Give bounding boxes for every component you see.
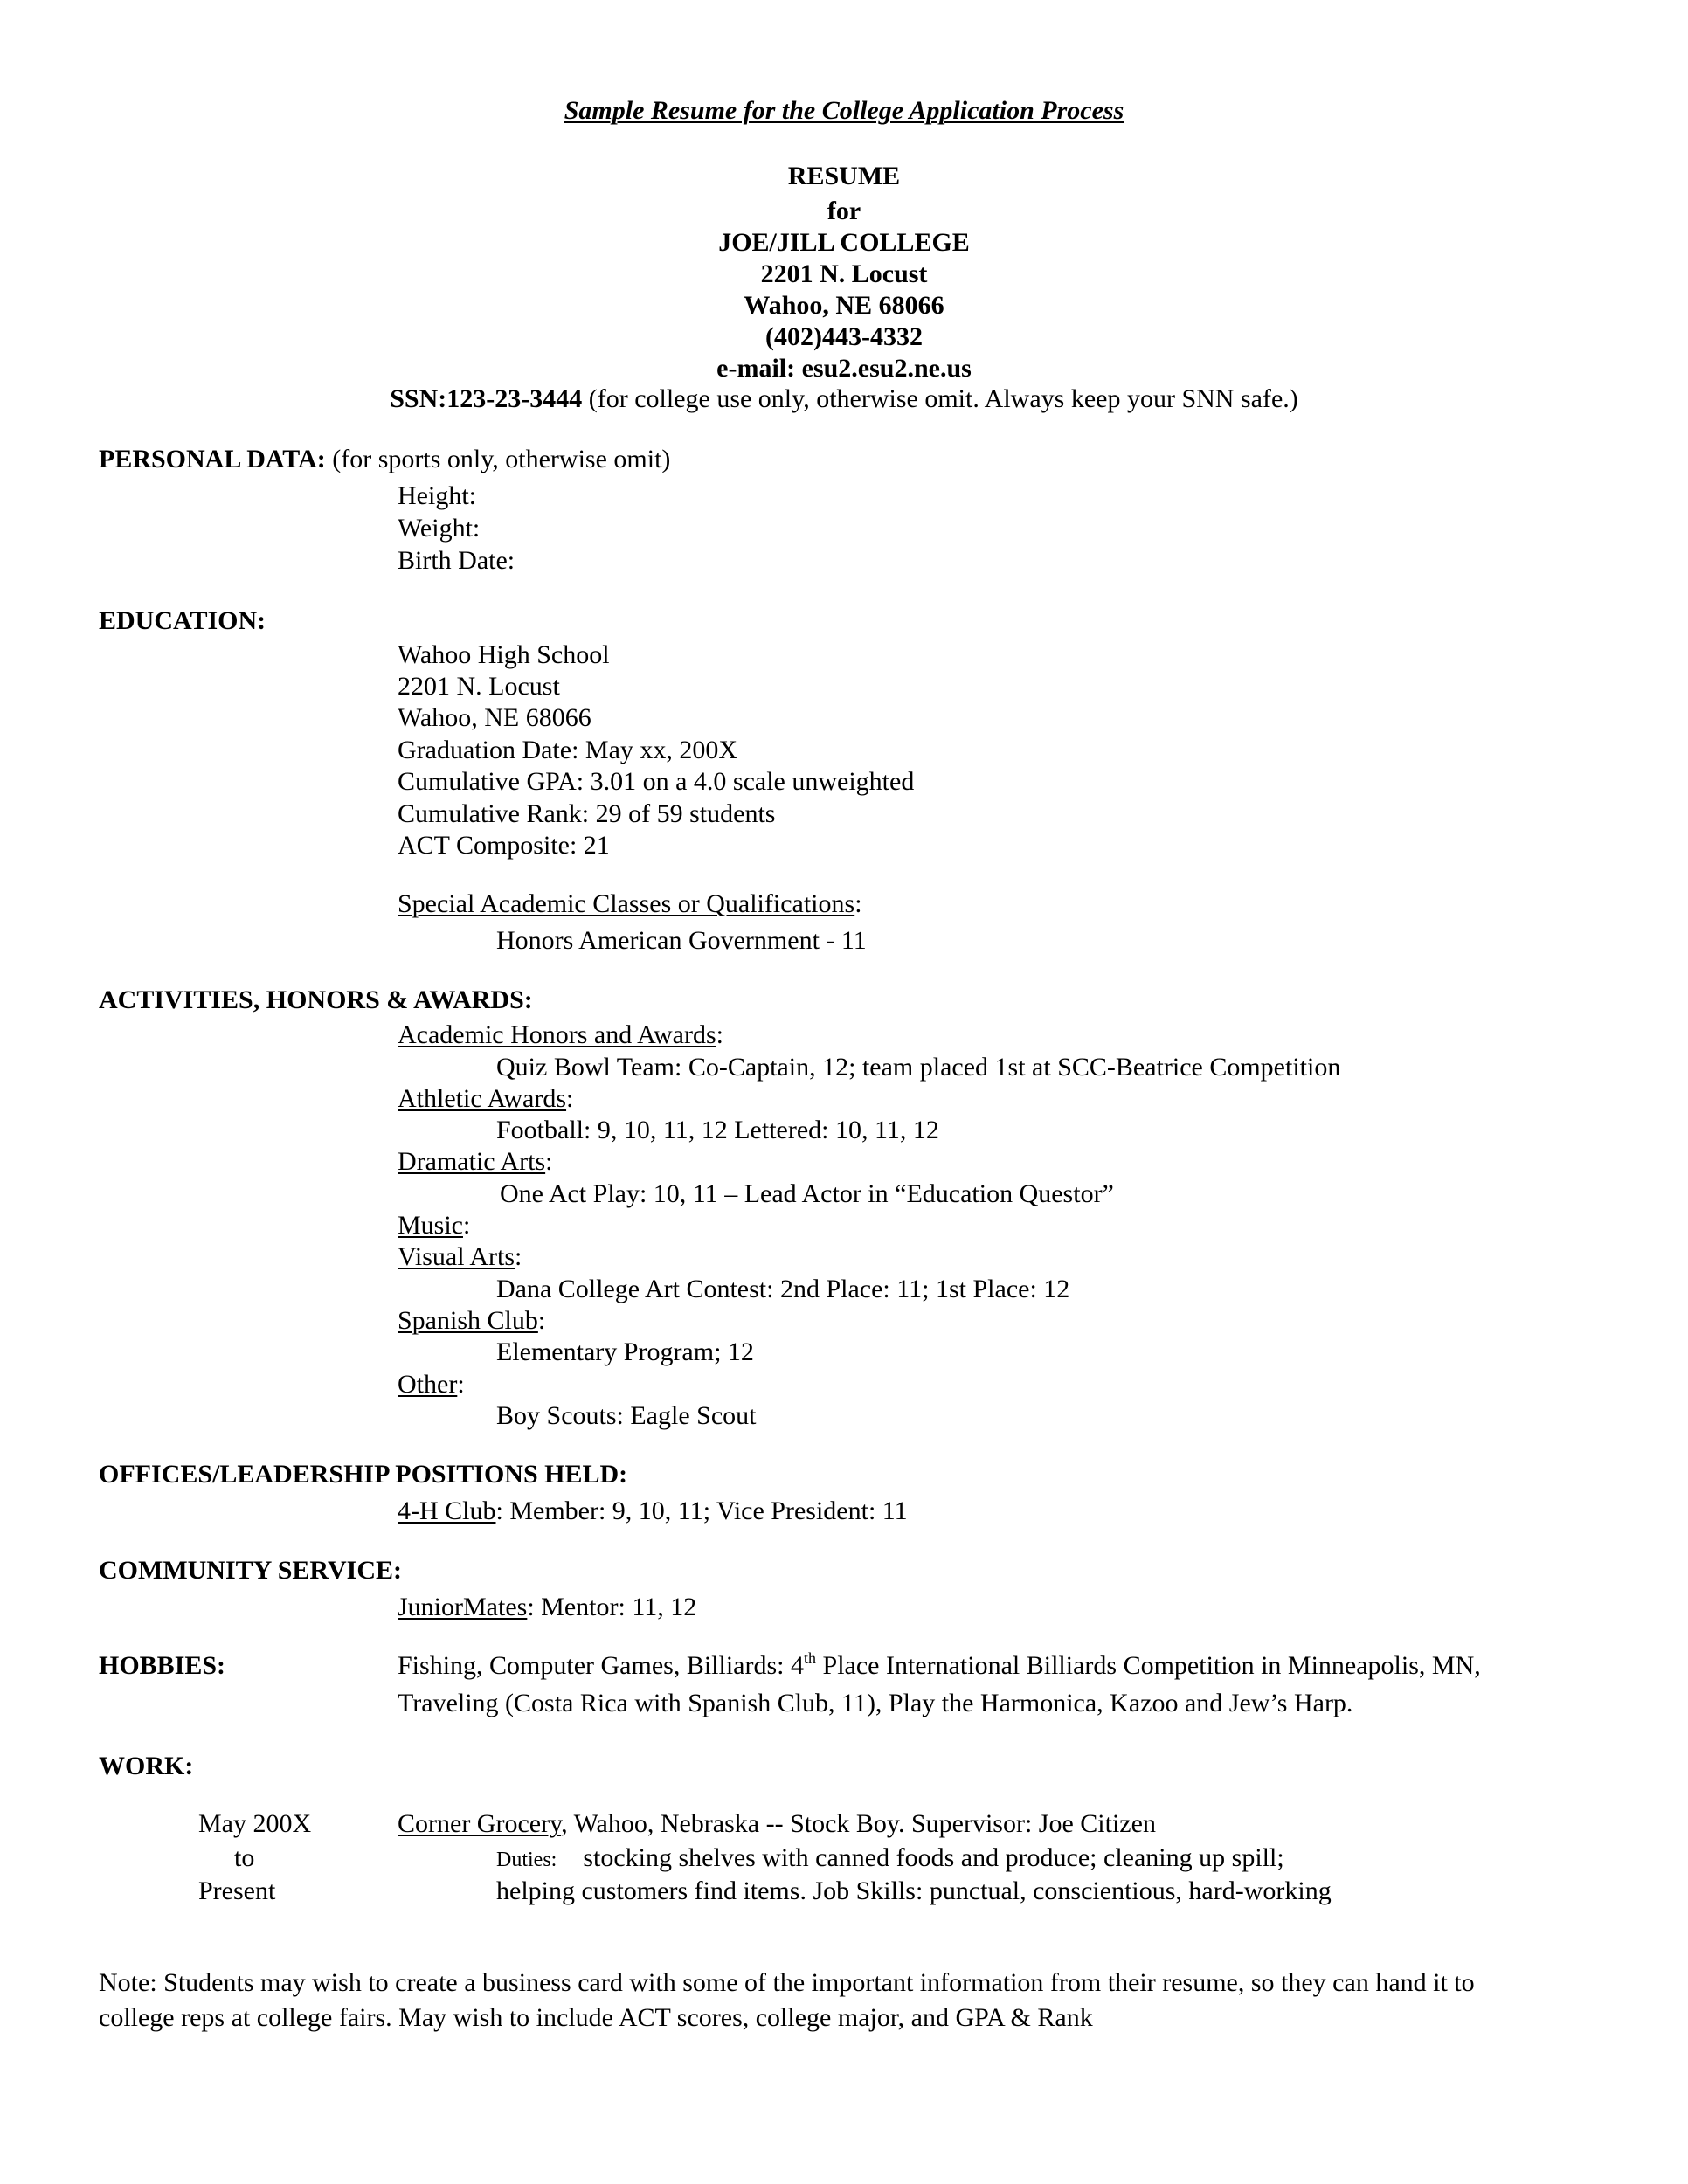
document-title-text: Sample Resume for the College Application Process (564, 96, 1124, 125)
group-label-text: Academic Honors and Awards (398, 1020, 716, 1049)
duties-label: Duties: (496, 1849, 557, 1871)
applicant-email: e-mail: esu2.esu2.ne.us (716, 354, 972, 383)
education-heading: EDUCATION: (99, 606, 266, 635)
applicant-phone: (402)443-4332 (765, 322, 923, 351)
activity-item: Elementary Program; 12 (496, 1337, 754, 1366)
group-label-text: Spanish Club (398, 1306, 538, 1335)
applicant-city: Wahoo, NE 68066 (744, 291, 944, 320)
group-label-text: Visual Arts (398, 1242, 515, 1271)
resume-heading: RESUME (787, 162, 901, 190)
cumulative-gpa: Cumulative GPA: 3.01 on a 4.0 scale unweighted (398, 767, 915, 796)
graduation-date: Graduation Date: May xx, 200X (398, 736, 738, 764)
activity-item: Football: 9, 10, 11, 12 Lettered: 10, 11, 12 (496, 1116, 939, 1144)
applicant-name: JOE/JILL COLLEGE (718, 228, 970, 257)
office-detail: : Member: 9, 10, 11; Vice President: 11 (495, 1496, 908, 1525)
group-label-text: Music (398, 1211, 463, 1240)
employer-name: Corner Grocery (398, 1809, 562, 1838)
activity-item: Quiz Bowl Team: Co-Captain, 12; team placed 1st at SCC-Beatrice Competition (496, 1053, 1341, 1082)
field-birth-date: Birth Date: (398, 546, 515, 575)
field-weight: Weight: (398, 514, 481, 543)
ssn-label: SSN:123-23-3444 (390, 384, 583, 413)
employer-detail: , Wahoo, Nebraska -- Stock Boy. Supervisor: Joe Citizen (561, 1809, 1156, 1838)
group-label-text: Other (398, 1370, 458, 1399)
note-line-2: college reps at college fairs. May wish to include ACT scores, college major, and GPA & Rank (99, 2003, 1093, 2032)
work-date-to: Present (198, 1876, 276, 1905)
work-duties-line-1 (496, 1842, 1284, 1876)
ssn-note: (for college use only, otherwise omit. Always keep your SNN safe.) (582, 384, 1298, 413)
school-city: Wahoo, NE 68066 (398, 703, 591, 732)
activity-group-label: Music: (398, 1211, 471, 1240)
group-label-text: Athletic Awards (398, 1084, 567, 1113)
ordinal-suffix: th (804, 1649, 817, 1667)
school-name: Wahoo High School (398, 640, 610, 669)
personal-data-heading (99, 444, 670, 475)
office-entry (398, 1496, 908, 1527)
school-street: 2201 N. Locust (398, 672, 560, 701)
activities-heading: ACTIVITIES, HONORS & AWARDS: (99, 985, 533, 1014)
service-org: JuniorMates (398, 1593, 528, 1621)
resume-for: for (827, 197, 861, 225)
work-date-from: May 200X (198, 1809, 312, 1838)
applicant-ssn (0, 384, 1688, 415)
document-title (0, 95, 1688, 127)
activity-item: Dana College Art Contest: 2nd Place: 11; 1st Place: 12 (496, 1275, 1070, 1303)
activity-group-label: Dramatic Arts: (398, 1147, 553, 1176)
hobbies-line-1 (398, 1650, 1481, 1682)
work-duties-line-2: helping customers find items. Job Skills: punctual, conscientious, hard-working (496, 1876, 1332, 1905)
special-classes-label: Special Academic Classes or Qualifications: (398, 889, 862, 918)
activity-item: Boy Scouts: Eagle Scout (496, 1401, 757, 1430)
applicant-street: 2201 N. Locust (760, 259, 928, 288)
activity-group-label: Visual Arts: (398, 1242, 522, 1271)
offices-heading: OFFICES/LEADERSHIP POSITIONS HELD: (99, 1460, 628, 1489)
cumulative-rank: Cumulative Rank: 29 of 59 students (398, 799, 776, 828)
hobbies-text: Fishing, Computer Games, Billiards: 4 (398, 1651, 804, 1680)
special-classes-label-text: Special Academic Classes or Qualifications (398, 889, 855, 918)
hobbies-text: Place International Billiards Competition in Minneapolis, MN, (816, 1651, 1481, 1680)
activity-group-label: Athletic Awards: (398, 1084, 574, 1113)
service-detail: : Mentor: 11, 12 (527, 1593, 697, 1621)
activity-group-label: Academic Honors and Awards: (398, 1020, 723, 1049)
section-note: (for sports only, otherwise omit) (325, 445, 671, 473)
hobbies-heading: HOBBIES: (99, 1651, 226, 1680)
activity-item: One Act Play: 10, 11 – Lead Actor in “Education Questor” (500, 1179, 1114, 1208)
field-height: Height: (398, 481, 476, 510)
act-composite: ACT Composite: 21 (398, 831, 610, 860)
office-org: 4-H Club (398, 1496, 496, 1525)
work-heading: WORK: (99, 1752, 194, 1780)
note-line-1: Note: Students may wish to create a business card with some of the important information from their resume, so they can hand it to (99, 1968, 1475, 1997)
duties-text: stocking shelves with canned foods and produce; cleaning up spill; (583, 1843, 1284, 1872)
community-service-entry (398, 1592, 696, 1623)
work-employer (398, 1808, 1156, 1840)
community-service-heading: COMMUNITY SERVICE: (99, 1556, 403, 1585)
special-class-item: Honors American Government - 11 (496, 926, 867, 955)
section-heading: PERSONAL DATA: (99, 445, 326, 473)
activity-group-label: Other: (398, 1370, 465, 1399)
group-label-text: Dramatic Arts (398, 1147, 546, 1176)
activity-group-label: Spanish Club: (398, 1306, 546, 1335)
hobbies-line-2: Traveling (Costa Rica with Spanish Club, 11), Play the Harmonica, Kazoo and Jew’s Harp. (398, 1689, 1353, 1717)
work-date-to-word: to (234, 1843, 255, 1872)
